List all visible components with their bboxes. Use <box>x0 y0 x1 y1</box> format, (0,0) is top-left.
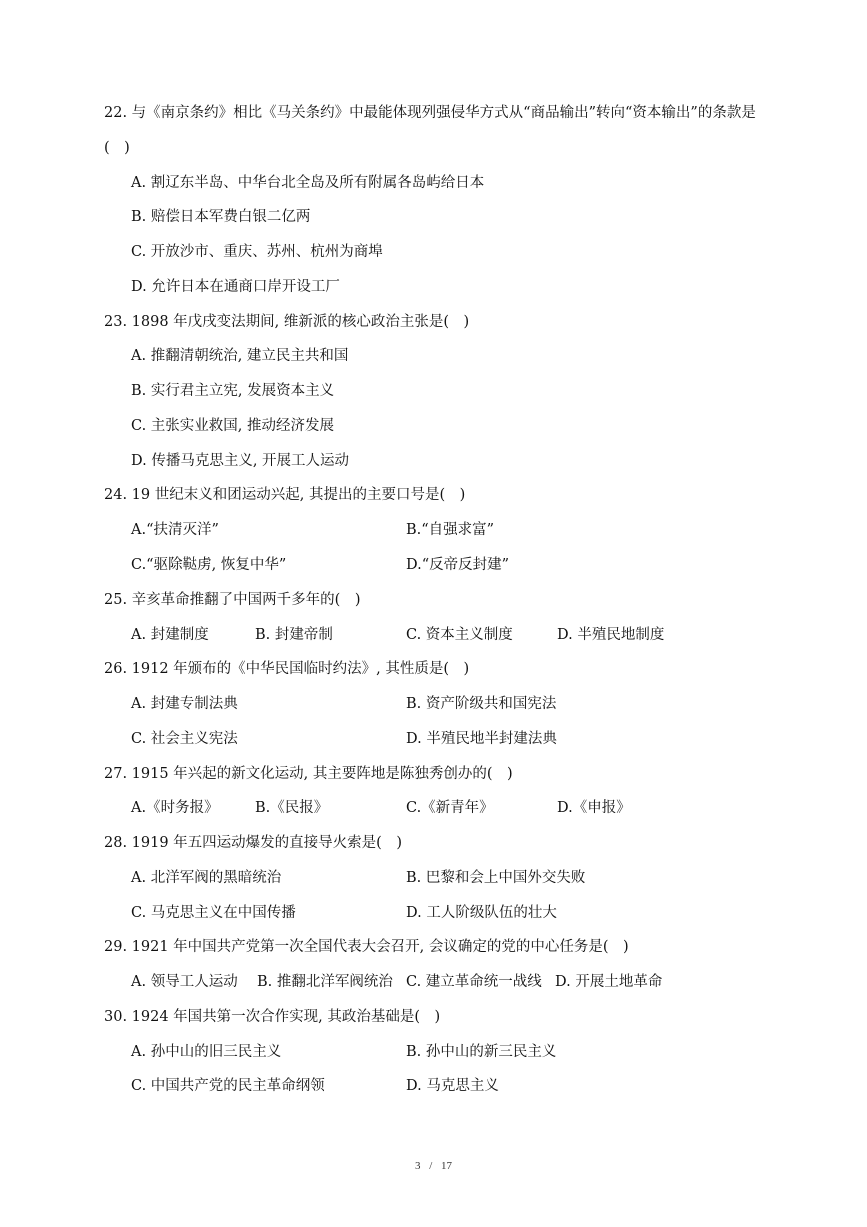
option-a: A. 领导工人运动 <box>131 974 238 990</box>
option-b: B. 巴黎和会上中国外交失败 <box>406 870 586 886</box>
question-stem: 26. 1912 年颁布的《中华民国临时约法》, 其性质是( ) <box>104 661 470 677</box>
option-c: C. 建立革命统一战线 <box>406 974 542 990</box>
option-a: A. 推翻清朝统治, 建立民主共和国 <box>131 348 349 364</box>
question-stem: 29. 1921 年中国共产党第一次全国代表大会召开, 会议确定的党的中心任务是( ) <box>104 939 629 955</box>
option-d: D. 半殖民地制度 <box>557 627 665 643</box>
option-d: D. 传播马克思主义, 开展工人运动 <box>131 453 350 469</box>
option-b: B. 封建帝制 <box>255 627 333 643</box>
option-d: D. 马克思主义 <box>406 1078 499 1094</box>
option-c: C. 中国共产党的民主革命纲领 <box>131 1078 325 1094</box>
question-stem: 24. 19 世纪末义和团运动兴起, 其提出的主要口号是( ) <box>104 487 466 503</box>
option-d: D. 工人阶级队伍的壮大 <box>406 905 557 921</box>
option-b: B.“自强求富” <box>406 522 495 538</box>
option-a: A. 北洋军阀的黑暗统治 <box>131 870 282 886</box>
page-separator: / <box>429 1160 433 1172</box>
option-a: A. 孙中山的旧三民主义 <box>131 1044 282 1060</box>
question-stem-continued: ( ) <box>104 140 130 156</box>
option-c: C. 资本主义制度 <box>406 627 513 643</box>
option-b: B. 推翻北洋军阀统治 <box>257 974 393 990</box>
question-stem: 30. 1924 年国共第一次合作实现, 其政治基础是( ) <box>104 1009 441 1025</box>
question-stem: 25. 辛亥革命推翻了中国两千多年的( ) <box>104 592 361 608</box>
option-a: A.《时务报》 <box>131 800 219 816</box>
option-d: D.《申报》 <box>557 800 631 816</box>
option-a: A. 封建制度 <box>131 627 209 643</box>
option-c: C. 主张实业救国, 推动经济发展 <box>131 418 335 434</box>
option-c: C. 开放沙市、重庆、苏州、杭州为商埠 <box>131 244 383 260</box>
question-stem: 27. 1915 年兴起的新文化运动, 其主要阵地是陈独秀创办的( ) <box>104 766 513 782</box>
option-c: C.《新青年》 <box>406 800 494 816</box>
option-b: B. 资产阶级共和国宪法 <box>406 696 557 712</box>
question-stem: 28. 1919 年五四运动爆发的直接导火索是( ) <box>104 835 402 851</box>
page-number: 3 <box>414 1160 421 1172</box>
question-stem: 23. 1898 年戊戌变法期间, 维新派的核心政治主张是( ) <box>104 314 470 330</box>
option-c: C.“驱除鞑虏, 恢复中华” <box>131 557 287 573</box>
option-d: D. 半殖民地半封建法典 <box>406 731 557 747</box>
option-b: B.《民报》 <box>255 800 329 816</box>
option-b: B. 实行君主立宪, 发展资本主义 <box>131 383 335 399</box>
option-d: D. 允许日本在通商口岸开设工厂 <box>131 279 340 295</box>
option-d: D. 开展土地革命 <box>555 974 663 990</box>
total-pages: 17 <box>441 1160 453 1172</box>
option-b: B. 孙中山的新三民主义 <box>406 1044 557 1060</box>
option-a: A. 封建专制法典 <box>131 696 238 712</box>
question-stem: 22. 与《南京条约》相比《马关条约》中最能体现列强侵华方式从“商品输出”转向“资本输出”的条款是 <box>104 105 756 121</box>
option-d: D.“反帝反封建” <box>406 557 510 573</box>
option-c: C. 社会主义宪法 <box>131 731 238 747</box>
option-b: B. 赔偿日本军费白银二亿两 <box>131 209 311 225</box>
option-a: A.“扶清灭洋” <box>131 522 219 538</box>
option-c: C. 马克思主义在中国传播 <box>131 905 296 921</box>
option-a: A. 割辽东半岛、中华台北全岛及所有附属各岛屿给日本 <box>131 175 485 191</box>
page-footer <box>0 1160 867 1172</box>
